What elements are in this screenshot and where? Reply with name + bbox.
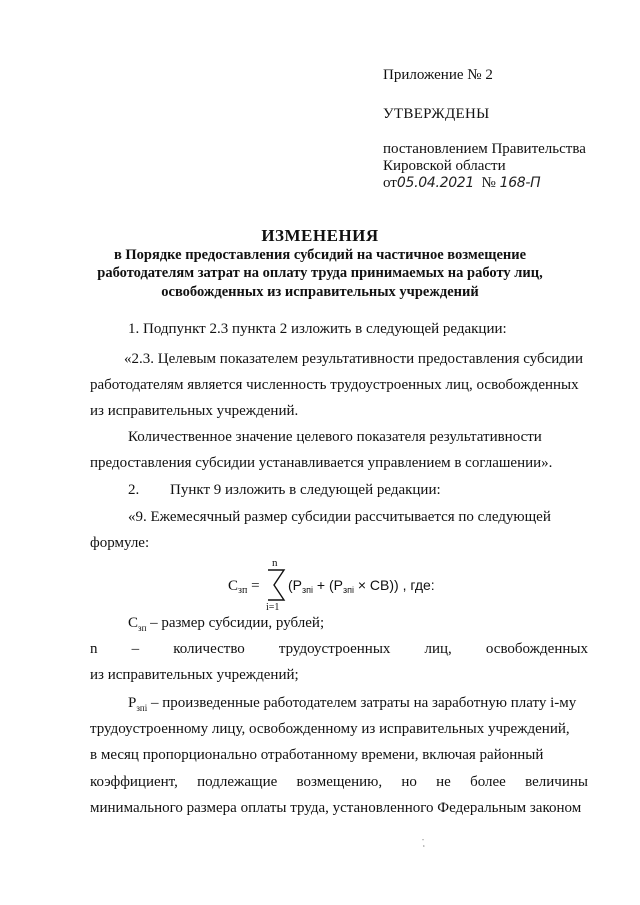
definition-line: n – количество трудоустроенных лиц, освобожденных	[90, 641, 588, 657]
date-prefix: от	[383, 175, 397, 191]
definition-line: в месяц пропорционально отработанному времени, включая районный	[90, 747, 544, 763]
handwritten-date: 05.04.2021	[396, 175, 475, 191]
definition-line: коэффициент, подлежащие возмещению, но не более величины	[90, 774, 588, 790]
document-subtitle-line: работодателям затрат на оплату труда принимаемых на работу лиц,	[97, 265, 543, 281]
definition-line: $Р_{зпi}$ – произведенные работодателем затраты на заработную плату i-му	[128, 695, 577, 713]
resolution-date-line	[383, 175, 540, 192]
item-1-text: 1. Подпункт 2.3 пункта 2 изложить в следующей редакции:	[128, 321, 507, 337]
scan-mark: ˙.	[418, 837, 428, 850]
region-label: Кировской области	[383, 158, 506, 174]
document-title: ИЗМЕНЕНИЯ	[261, 226, 379, 245]
approved-label: УТВЕРЖДЕНЫ	[383, 106, 490, 122]
paragraph-line: из исправительных учреждений.	[90, 403, 299, 419]
resolution-label: постановлением Правительства	[383, 141, 586, 157]
sigma-icon	[268, 570, 284, 600]
paragraph-line: формуле:	[90, 535, 150, 551]
definition-line: $С_{зп}$ – размер субсидии, рублей;	[128, 615, 325, 633]
paragraph-line: предоставления субсидии устанавливается управлением в соглашении».	[90, 455, 553, 471]
item-2-number: 2.	[128, 482, 140, 498]
paragraph-line: Количественное значение целевого показателя результативности	[128, 429, 542, 445]
paragraph-line: «9. Ежемесячный размер субсидии рассчитывается по следующей	[128, 509, 551, 525]
definition-line: минимального размера оплаты труда, установленного Федеральным законом	[90, 800, 582, 816]
subsidy-formula	[228, 560, 468, 610]
definition-line: трудоустроенному лицу, освобожденному из исправительных учреждений,	[90, 721, 570, 737]
formula-svg	[228, 560, 468, 610]
handwritten-number: 168-П	[499, 175, 541, 191]
document-subtitle-line: освобожденных из исправительных учреждений	[161, 284, 479, 300]
formula-body: $(Р_{зпi} + (Р_{зпi} \times СВ))$ , где:	[288, 577, 435, 595]
paragraph-line: «2.3. Целевым показателем результативности предоставления субсидии	[124, 351, 583, 367]
formula-lhs: $С_{зп}$ =	[228, 578, 260, 596]
number-sign: №	[481, 175, 496, 191]
item-2-text: Пункт 9 изложить в следующей редакции:	[170, 482, 441, 498]
sum-lower-limit: i=1	[266, 602, 280, 610]
definition-line: из исправительных учреждений;	[90, 667, 299, 683]
sum-upper-limit: n	[272, 560, 278, 569]
paragraph-line: работодателям является численность трудоустроенных лиц, освобожденных	[90, 377, 579, 393]
document-subtitle-line: в Порядке предоставления субсидий на частичное возмещение	[113, 247, 527, 263]
appendix-number: Приложение № 2	[383, 67, 493, 83]
